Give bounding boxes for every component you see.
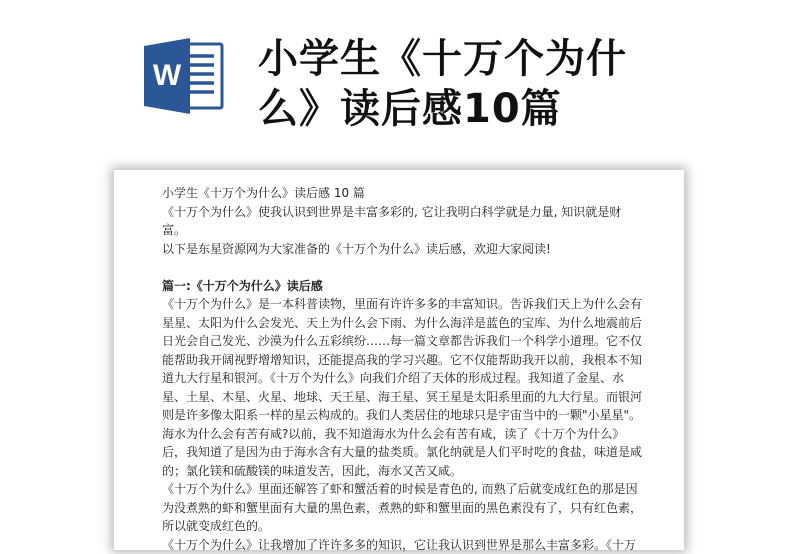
header [0,0,800,160]
doc-intro-line: 以下是东星资源网为大家准备的《十万个为什么》读后感，欢迎大家阅读! [162,240,642,259]
document-page [114,170,684,550]
document-body [162,184,642,554]
doc-title-line: 小学生《十万个为什么》读后感 10 篇 [162,184,642,203]
page-title [258,34,778,134]
title-line-2: 么》读后感10篇 [258,84,778,134]
paragraph: 海水为什么会有苦有咸?以前，我不知道海水为什么会有苦有咸，读了《十万个为什么》后，我知道了是因为由于海水含有大量的盐类质。氯化纳就是人们平时吃的食盐，味道是咸的；氯化镁和硫酸镁的味道发苦，因此，海水又苦又咸。 [162,425,642,481]
paragraph: 《十万个为什么》让我增加了许许多多的知识，它让我认识到世界是那么丰富多彩。《十万 [162,536,642,554]
paragraph: 《十万个为什么》里面还解答了虾和蟹活着的时候是青色的, 而熟了后就变成红色的那是因为没煮熟的虾和蟹里面有大量的黑色素，煮熟的虾和蟹里面的黑色素没有了，只有红色素，所以就变成红色的。 [162,480,642,536]
title-line-1: 小学生《十万个为什 [258,34,778,84]
word-icon-letter: W [153,59,182,92]
blank-line [162,258,642,277]
word-document-icon [142,36,224,116]
paragraph: 《十万个为什么》是一本科普读物，里面有许许多多的丰富知识。告诉我们天上为什么会有星星、太阳为什么会发光、天上为什么会下雨、为什么海洋是蓝色的宝库、为什么地震前后日光会自己发光、沙漠为什么五彩缤纷……每一篇文章都告诉我们一个科学小道理。它不仅能帮助我开阔视野增增知识，还能提高我的学习兴趣。它不仅能帮助我开以前，我根本不知道九大行星和银河。《十万个为什么》向我们介绍了天体的形成过程。我知道了金星、水星、土星、木星、火星、地球、天王星、海王星、冥王星是太阳系里面的九大行星。而银河则是许多像太阳系一样的星云构成的。我们人类居住的地球只是宇宙当中的一颗"小星星"。 [162,295,642,425]
doc-intro-line: 《十万个为什么》使我认识到世界是丰富多彩的, 它让我明白科学就是力量, 知识就是财富。 [162,203,642,240]
section-heading: 篇一:《十万个为什么》读后感 [162,277,642,296]
